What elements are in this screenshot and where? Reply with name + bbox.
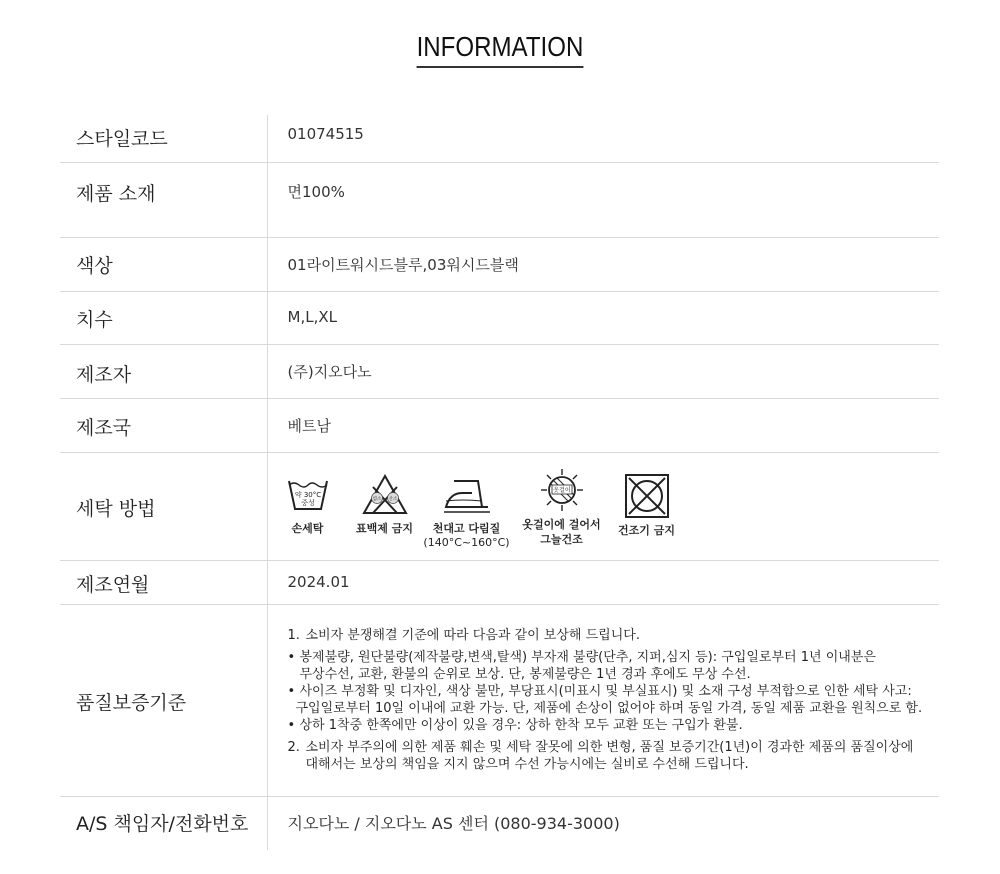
label-size [60, 291, 267, 344]
value-country [267, 398, 939, 452]
label-material-text: 제품 소재 [76, 182, 156, 205]
label-date-text: 제조연월 [76, 573, 150, 596]
hand-wash-icon [286, 473, 330, 517]
hand-wash-neutral-text: 중성 [300, 498, 315, 507]
label-material [60, 162, 267, 237]
care-icons [284, 453, 940, 550]
care-label-no-bleach: 표백제 금지 [356, 521, 413, 535]
care-shade-dry [518, 467, 606, 547]
care-label-no-tumble: 건조기 금지 [618, 523, 675, 537]
bullet-dot: • [287, 717, 296, 733]
value-quality [267, 604, 939, 796]
shade-hang-dry-icon [539, 467, 585, 513]
value-material [267, 162, 939, 237]
label-date [60, 560, 267, 604]
value-color [267, 237, 939, 291]
value-as-text: 지오다노 / 지오다노 AS 센터 (080-934-3000) [287, 813, 620, 833]
value-country-text: 베트남 [287, 416, 331, 435]
value-maker [267, 344, 939, 398]
care-sub-iron: (140°C~160°C) [423, 535, 510, 549]
quality-bullet-2 [288, 683, 940, 717]
care-no-bleach [352, 473, 418, 536]
label-as [60, 796, 267, 850]
product-info-table [60, 115, 939, 850]
value-maker-text: (주)지오다노 [287, 362, 372, 381]
shade-dry-hanger-text: 옷걸이 [552, 486, 571, 494]
no-tumble-dry-icon [624, 473, 670, 519]
value-date [267, 560, 939, 604]
label-style-code [60, 115, 267, 162]
row-maker [60, 344, 939, 398]
row-color [60, 237, 939, 291]
label-country-text: 제조국 [76, 416, 132, 439]
hand-wash-temp-text: 약 30°C [294, 490, 321, 499]
value-date-text: 2024.01 [287, 572, 350, 591]
care-sub-shade-dry: 그늘건조 [540, 532, 583, 546]
quality-bullet-1-line-2: 무상수선, 교환, 환불의 순위로 보상. 단, 봉제불량은 1년 경과 후에도 무상 수선. [299, 666, 751, 682]
value-style-code [267, 115, 939, 162]
row-quality [60, 604, 939, 796]
label-washing-text: 세탁 방법 [76, 497, 156, 520]
quality-item-1-num: 1. [287, 627, 300, 643]
care-label-shade-dry: 옷걸이에 걸어서 [522, 517, 601, 531]
quality-item-2-line-2: 대해서는 보상의 책임을 지지 않으며 수선 가능시에는 실비로 수선해 드립니다. [305, 756, 749, 772]
value-color-text: 01라이트워시드블루,03워시드블랙 [287, 255, 519, 274]
quality-item-1 [288, 627, 940, 644]
care-no-tumble [616, 473, 678, 538]
quality-bullet-3 [288, 717, 940, 734]
label-style-code-text: 스타일코드 [76, 128, 168, 150]
row-country [60, 398, 939, 452]
quality-bullet-2-line-2: 구입일로부터 10일 이내에 교환 가능. 단, 제품에 손상이 없어야 하며 동일 가격, 동일 제품 교환을 원칙으로 함. [295, 700, 923, 716]
care-hand-wash [284, 473, 332, 536]
value-size-text: M,L,XL [287, 307, 337, 326]
iron-cloth-icon [442, 473, 492, 517]
quality-bullet-2-body [295, 683, 923, 717]
quality-bullet-3-line-1: 상하 1착중 한쪽에만 이상이 있을 경우: 상하 한착 모두 교환 또는 구입가 환불. [299, 717, 743, 733]
quality-bullet-1 [288, 649, 940, 683]
row-date [60, 560, 939, 604]
quality-item-2 [288, 739, 940, 773]
label-quality [60, 604, 267, 796]
quality-item-2-num: 2. [287, 739, 300, 755]
quality-item-1-text: 소비자 분쟁해결 기준에 따라 다음과 같이 보상해 드립니다. [305, 627, 640, 643]
value-washing [267, 452, 939, 560]
care-iron [424, 473, 510, 550]
value-material-text: 면100% [287, 182, 345, 201]
no-bleach-oxygen-text: 산소 [388, 496, 397, 502]
quality-text-block [288, 605, 940, 773]
label-color-text: 색상 [76, 254, 113, 277]
label-color [60, 237, 267, 291]
row-style-code [60, 115, 939, 162]
row-size [60, 291, 939, 344]
label-washing [60, 452, 267, 560]
label-maker [60, 344, 267, 398]
quality-bullet-1-body [300, 649, 876, 683]
information-title: INFORMATION [417, 30, 584, 68]
quality-item-2-body [306, 739, 914, 773]
section-title-wrap [0, 30, 1000, 68]
label-quality-text: 품질보증기준 [76, 691, 187, 714]
care-label-iron: 천대고 다림질 [432, 521, 501, 535]
no-bleach-chlorine-text: 염소 [372, 496, 381, 502]
row-washing [60, 452, 939, 560]
value-as [267, 796, 939, 850]
quality-bullet-1-line-1: 봉제불량, 원단불량(제작불량,변색,탈색) 부자재 불량(단추, 지퍼,심지 등): 구입일로부터 1년 이내분은 [299, 649, 876, 665]
row-as [60, 796, 939, 850]
bullet-dot: • [287, 683, 296, 699]
quality-item-2-line-1: 소비자 부주의에 의한 제품 훼손 및 세탁 잘못에 의한 변형, 품질 보증기간(1년)이 경과한 제품의 품질이상에 [305, 739, 914, 755]
label-as-text: A/S 책임자/전화번호 [76, 812, 249, 835]
label-size-text: 치수 [76, 308, 113, 331]
label-country [60, 398, 267, 452]
value-style-code-text: 01074515 [287, 125, 364, 143]
label-maker-text: 제조자 [76, 363, 132, 386]
quality-bullet-2-line-1: 사이즈 부정확 및 디자인, 색상 불만, 부당표시(미표시 및 부실표시) 및 소재 구성 부적합으로 인한 세탁 사고: [299, 683, 912, 699]
bullet-dot: • [287, 649, 296, 665]
care-label-hand-wash: 손세탁 [291, 521, 324, 535]
no-bleach-icon [361, 473, 409, 517]
row-material [60, 162, 939, 237]
value-size [267, 291, 939, 344]
